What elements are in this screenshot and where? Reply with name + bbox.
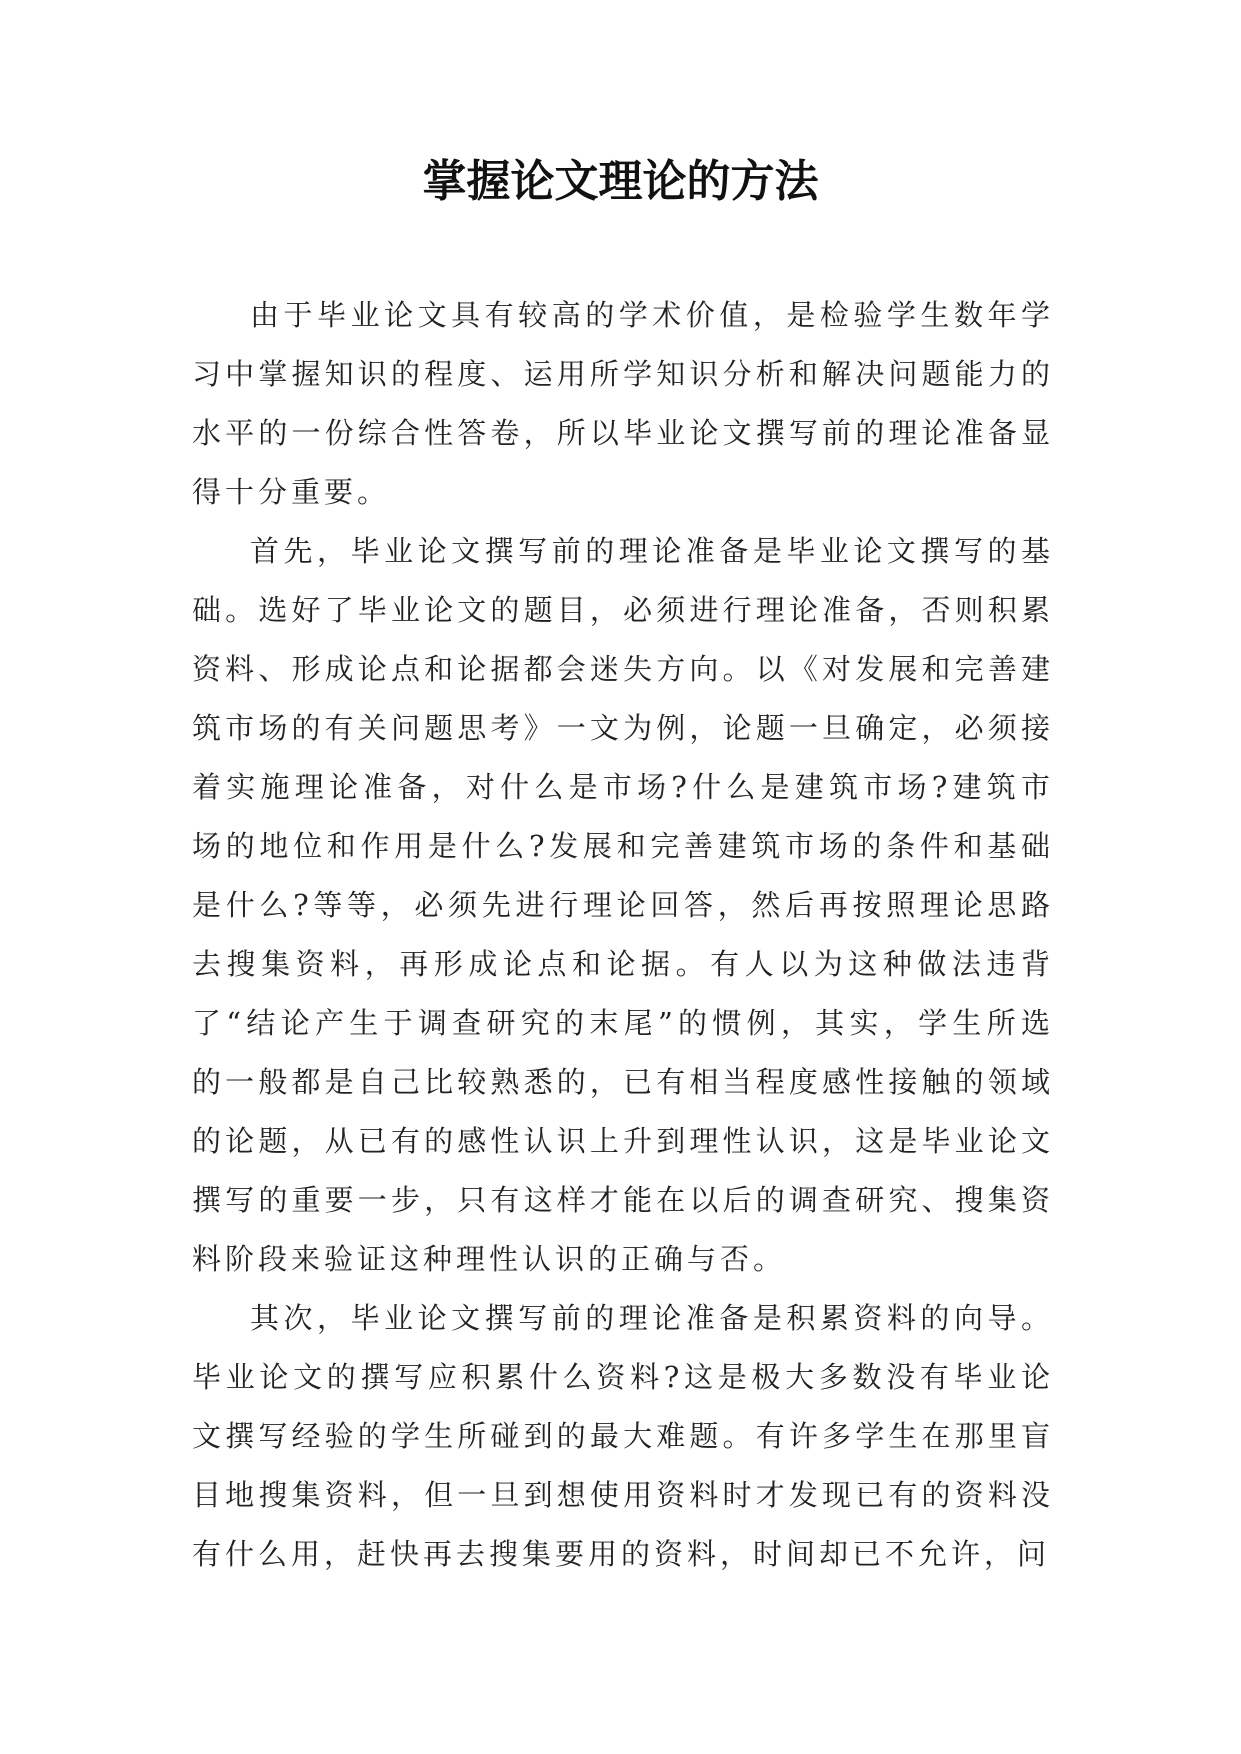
paragraph-first-point: 首先，毕业论文撰写前的理论准备是毕业论文撰写的基础。选好了毕业论文的题目，必须进行理论准备，否则积累资料、形成论点和论据都会迷失方向。以《对发展和完善建筑市场的有关问题思考》一文为例，论题一旦确定，必须接着实施理论准备，对什么是市场?什么是建筑市场?建筑市场的地位和作用是什么?发展和完善建筑市场的条件和基础是什么?等等，必须先进行理论回答，然后再按照理论思路去搜集资料，再形成论点和论据。有人以为这种做法违背了“结论产生于调查研究的末尾”的惯例，其实，学生所选的一般都是自己比较熟悉的，已有相当程度感性接触的领域的论题，从已有的感性认识上升到理性认识，这是毕业论文撰写的重要一步，只有这样才能在以后的调查研究、搜集资料阶段来验证这种理性认识的正确与否。 [192, 534, 1054, 1276]
paragraph-second-point: 其次，毕业论文撰写前的理论准备是积累资料的向导。毕业论文的撰写应积累什么资料?这是极大多数没有毕业论文撰写经验的学生所碰到的最大难题。有许多学生在那里盲目地搜集资料，但一旦到想使用资料时才发现已有的资料没有什么用，赶快再去搜集要用的资料，时间却已不允许，问 [192, 1301, 1054, 1571]
document-title: 掌握论文理论的方法 [422, 156, 819, 207]
paragraph-intro: 由于毕业论文具有较高的学术价值，是检验学生数年学习中掌握知识的程度、运用所学知识分析和解决问题能力的水平的一份综合性答卷，所以毕业论文撰写前的理论准备显得十分重要。 [192, 298, 1054, 509]
document-body [192, 286, 1054, 1584]
